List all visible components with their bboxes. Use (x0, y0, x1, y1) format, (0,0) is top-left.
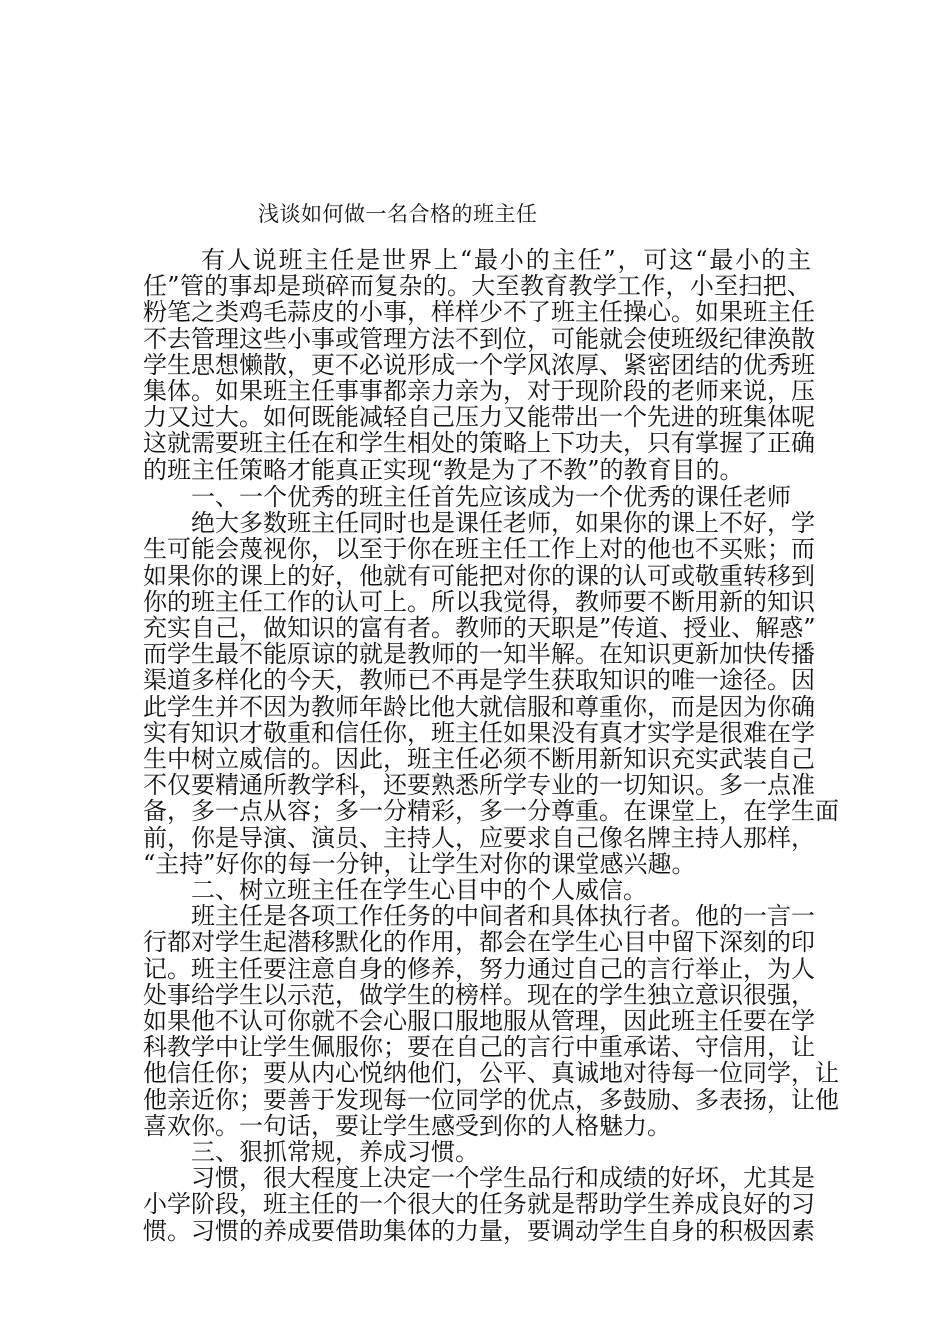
main-body (143, 483, 839, 1245)
text-line: 不仅要精通所教学科，还要熟悉所学专业的一切知识。多一点准 (143, 771, 815, 800)
text-line: 你的班主任工作的认可上。所以我觉得，教师要不断用新的知识 (143, 587, 815, 616)
text-line: 的班主任策略才能真正实现“教是为了不教”的教育目的。 (143, 455, 744, 484)
text-line: 学生思想懒散，更不必说形成一个学风浓厚、紧密团结的优秀班 (143, 350, 815, 379)
text-line: 粉笔之类鸡毛蒜皮的小事，样样少不了班主任操心。如果班主任 (143, 298, 815, 327)
section-heading: 二、树立班主任在学生心目中的个人威信。 (191, 876, 647, 905)
text-line: 记。班主任要注意自身的修养，努力通过自己的言行举止，为人 (143, 954, 815, 983)
text-line: 绝大多数班主任同时也是课任老师，如果你的课上不好，学 (191, 509, 815, 538)
text-line: 行都对学生起潜移默化的作用，都会在学生心目中留下深刻的印 (143, 928, 815, 957)
text-line: 生可能会蔑视你，以至于你在班主任工作上对的他也不买账；而 (143, 535, 815, 564)
intro-paragraph (143, 246, 815, 484)
document-title: 浅谈如何做一名合格的班主任 (258, 202, 538, 226)
text-line: 有人说班主任是世界上“最小的主任”，可这“最小的主 (201, 246, 811, 274)
text-line: 力又过大。如何既能减轻自己压力又能带出一个先进的班集体呢 (143, 403, 815, 432)
text-line: 充实自己，做知识的富有者。教师的天职是”传道、授业、解惑” (143, 614, 816, 643)
text-line: 生中树立威信的。因此，班主任必须不断用新知识充实武装自己 (143, 745, 815, 774)
text-line: 惯。习惯的养成要借助集体的力量，要调动学生自身的积极因素 (143, 1216, 815, 1245)
text-line: 这就需要班主任在和学生相处的策略上下功夫，只有掌握了正确 (143, 429, 815, 458)
section-heading: 三、狠抓常规，养成习惯。 (191, 1138, 479, 1167)
text-line: 不去管理这些小事或管理方法不到位，可能就会使班级纪律涣散 (143, 324, 815, 353)
text-line: 他信任你；要从内心悦纳他们，公平、真诚地对待每一位同学，让 (143, 1059, 839, 1088)
text-line: 实有知识才敬重和信任你，班主任如果没有真才实学是很难在学 (143, 718, 815, 747)
text-line: 任”管的事却是琐碎而复杂的。大至教育教学工作，小至扫把、 (143, 272, 811, 301)
text-line: 而学生最不能原谅的就是教师的一知半解。在知识更新加快传播 (143, 640, 815, 669)
text-line: 备，多一点从容；多一分精彩，多一分尊重。在课堂上，在学生面 (143, 797, 839, 826)
text-line: 如果他不认可你就不会心服口服地服从管理，因此班主任要在学 (143, 1007, 815, 1036)
section-heading: 一、一个优秀的班主任首先应该成为一个优秀的课任老师 (191, 483, 791, 511)
text-line: 他亲近你；要善于发现每一位同学的优点，多鼓励、多表扬，让他 (143, 1085, 839, 1114)
text-line: 班主任是各项工作任务的中间者和具体执行者。他的一言一 (191, 902, 815, 931)
text-line: 此学生并不因为教师年龄比他大就信服和尊重你，而是因为你确 (143, 692, 815, 721)
text-line: 集体。如果班主任事事都亲力亲为，对于现阶段的老师来说，压 (143, 377, 815, 406)
text-line: 前，你是导演、演员、主持人，应要求自己像名牌主持人那样， (143, 823, 815, 852)
text-line: 习惯，很大程度上决定一个学生品行和成绩的好坏，尤其是 (191, 1164, 815, 1193)
text-line: “主持”好你的每一分钟，让学生对你的课堂感兴趣。 (143, 849, 696, 878)
text-line: 喜欢你。一句话，要让学生感受到你的人格魅力。 (143, 1111, 671, 1140)
text-line: 科教学中让学生佩服你；要在自己的言行中重承诺、守信用，让 (143, 1033, 815, 1062)
text-line: 小学阶段，班主任的一个很大的任务就是帮助学生养成良好的习 (143, 1190, 815, 1219)
text-line: 处事给学生以示范，做学生的榜样。现在的学生独立意识很强， (143, 980, 815, 1009)
text-line: 渠道多样化的今天，教师已不再是学生获取知识的唯一途径。因 (143, 666, 815, 695)
text-line: 如果你的课上的好，他就有可能把对你的课的认可或敬重转移到 (143, 561, 815, 590)
